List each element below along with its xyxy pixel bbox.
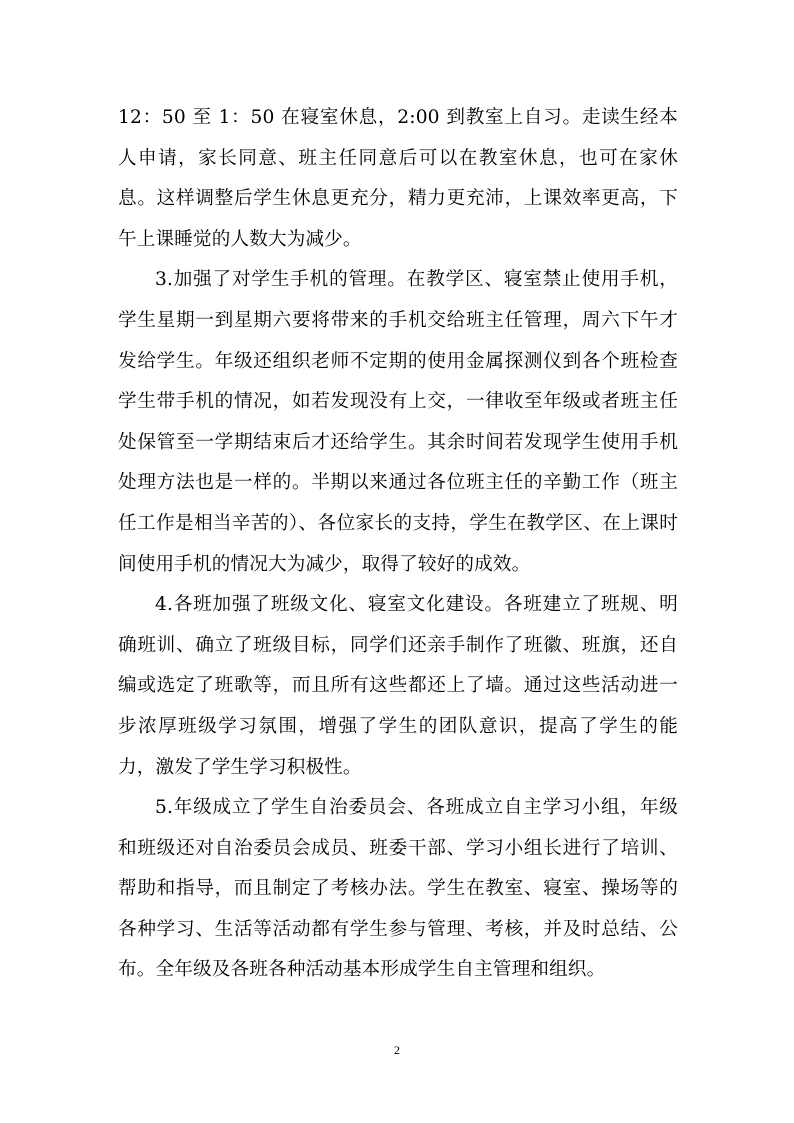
paragraph-rest-schedule: 12：50 至 1：50 在寝室休息，2:00 到教室上自习。走读生经本人申请，家长同意、班主任同意后可以在教室休息，也可在家休息。这样调整后学生休息更充分，精力更充沛，上课效率更高，下午上课睡觉的人数大为减少。 — [118, 107, 678, 250]
page-body — [118, 98, 678, 991]
paragraph-class-culture: 4.各班加强了班级文化、寝室文化建设。各班建立了班规、明确班训、确立了班级目标，同学们还亲手制作了班徽、班旗，还自编或选定了班歌等，而且所有这些都还上了墙。通过这些活动进一步浓厚班级学习氛围，增强了学生的团队意识，提高了学生的能力，激发了学生学习积极性。 — [118, 594, 678, 778]
page-number: 2 — [394, 1043, 400, 1057]
paragraph-student-self-governance: 5.年级成立了学生自治委员会、各班成立自主学习小组，年级和班级还对自治委员会成员、班委干部、学习小组长进行了培训、帮助和指导，而且制定了考核办法。学生在教室、寝室、操场等的各种学习、生活等活动都有学生参与管理、考核，并及时总结、公布。全年级及各班各种活动基本形成学生自主管理和组织。 — [118, 797, 678, 981]
paragraph-phone-management: 3.加强了对学生手机的管理。在教学区、寝室禁止使用手机，学生星期一到星期六要将带来的手机交给班主任管理，周六下午才发给学生。年级还组织老师不定期的使用金属探测仪到各个班检查学生带手机的情况，如若发现没有上交，一律收至年级或者班主任处保管至一学期结束后才还给学生。其余时间若发现学生使用手机处理方法也是一样的。半期以来通过各位班主任的辛勤工作（班主任工作是相当辛苦的）、各位家长的支持，学生在教学区、在上课时间使用手机的情况大为减少，取得了较好的成效。 — [118, 269, 678, 575]
